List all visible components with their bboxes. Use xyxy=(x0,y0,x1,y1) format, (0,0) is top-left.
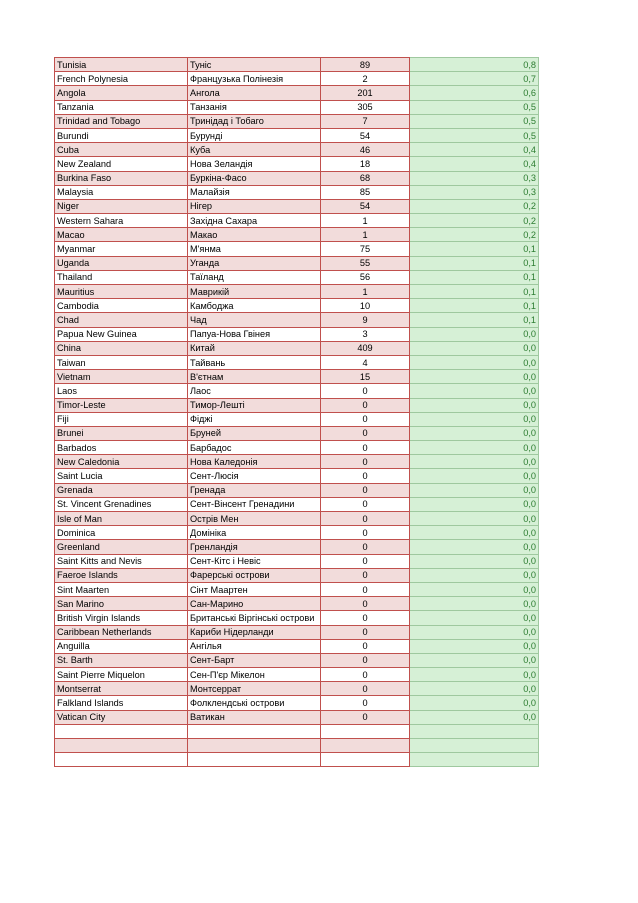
country-name-ua[interactable]: Чад xyxy=(188,313,321,327)
country-name-ua[interactable]: Бруней xyxy=(188,426,321,440)
count-cell[interactable] xyxy=(321,753,410,767)
value-cell[interactable]: 0,1 xyxy=(410,242,539,256)
count-cell[interactable]: 0 xyxy=(321,526,410,540)
country-name-en[interactable]: Anguilla xyxy=(55,639,188,653)
country-name-ua[interactable] xyxy=(188,739,321,753)
value-cell[interactable]: 0,0 xyxy=(410,668,539,682)
count-cell[interactable]: 18 xyxy=(321,157,410,171)
country-name-en[interactable]: Greenland xyxy=(55,540,188,554)
table-row xyxy=(55,199,539,213)
count-cell[interactable]: 0 xyxy=(321,426,410,440)
country-name-ua[interactable]: Лаос xyxy=(188,384,321,398)
country-name-en[interactable] xyxy=(55,739,188,753)
country-name-ua[interactable]: Сент-Барт xyxy=(188,653,321,667)
country-name-en[interactable]: Tanzania xyxy=(55,100,188,114)
table-row xyxy=(55,441,539,455)
table-row xyxy=(55,355,539,369)
country-name-ua[interactable]: Маврикій xyxy=(188,285,321,299)
country-name-ua[interactable]: Нова Каледонія xyxy=(188,455,321,469)
count-cell[interactable]: 0 xyxy=(321,710,410,724)
value-cell[interactable]: 0,0 xyxy=(410,625,539,639)
value-cell[interactable]: 0,1 xyxy=(410,285,539,299)
count-cell[interactable]: 10 xyxy=(321,299,410,313)
country-name-en[interactable]: Western Sahara xyxy=(55,214,188,228)
count-cell[interactable]: 1 xyxy=(321,228,410,242)
value-cell[interactable]: 0,1 xyxy=(410,270,539,284)
table-row xyxy=(55,753,539,767)
table-row xyxy=(55,554,539,568)
count-cell[interactable] xyxy=(321,739,410,753)
table-row xyxy=(55,639,539,653)
value-cell[interactable]: 0,8 xyxy=(410,58,539,72)
country-name-en[interactable]: New Zealand xyxy=(55,157,188,171)
value-cell[interactable]: 0,2 xyxy=(410,214,539,228)
country-name-ua[interactable]: Сінт Маартен xyxy=(188,582,321,596)
country-name-ua[interactable]: Нігер xyxy=(188,199,321,213)
country-name-en[interactable]: St. Vincent Grenadines xyxy=(55,497,188,511)
count-cell[interactable]: 0 xyxy=(321,611,410,625)
country-name-ua[interactable]: Ватикан xyxy=(188,710,321,724)
count-cell[interactable]: 0 xyxy=(321,512,410,526)
country-name-en[interactable]: Uganda xyxy=(55,256,188,270)
country-name-en[interactable]: Cambodia xyxy=(55,299,188,313)
country-name-ua[interactable] xyxy=(188,753,321,767)
country-name-en[interactable]: Grenada xyxy=(55,483,188,497)
country-name-ua[interactable]: М'янма xyxy=(188,242,321,256)
country-name-ua[interactable]: Уганда xyxy=(188,256,321,270)
value-cell[interactable]: 0,0 xyxy=(410,483,539,497)
country-name-ua[interactable]: Тринідад і Тобаго xyxy=(188,114,321,128)
table-row xyxy=(55,426,539,440)
country-name-en[interactable]: Timor-Leste xyxy=(55,398,188,412)
value-cell[interactable]: 0,0 xyxy=(410,497,539,511)
country-name-en[interactable]: Tunisia xyxy=(55,58,188,72)
table-row xyxy=(55,526,539,540)
country-name-ua[interactable]: Буркіна-Фасо xyxy=(188,171,321,185)
table-row xyxy=(55,143,539,157)
table-row xyxy=(55,412,539,426)
table-row xyxy=(55,341,539,355)
country-name-ua[interactable]: Ангола xyxy=(188,86,321,100)
count-cell[interactable]: 0 xyxy=(321,653,410,667)
table-row xyxy=(55,398,539,412)
country-name-en[interactable]: Trinidad and Tobago xyxy=(55,114,188,128)
value-cell[interactable]: 0,0 xyxy=(410,696,539,710)
count-cell[interactable]: 0 xyxy=(321,682,410,696)
table-row xyxy=(55,653,539,667)
country-name-ua[interactable]: Танзанія xyxy=(188,100,321,114)
country-name-ua[interactable]: Малайзія xyxy=(188,185,321,199)
table-row xyxy=(55,483,539,497)
value-cell[interactable]: 0,5 xyxy=(410,128,539,142)
value-cell[interactable]: 0,0 xyxy=(410,426,539,440)
table-row xyxy=(55,185,539,199)
country-name-ua[interactable]: Фіджі xyxy=(188,412,321,426)
country-name-ua[interactable]: Макао xyxy=(188,228,321,242)
value-cell[interactable] xyxy=(410,724,539,738)
country-name-en[interactable]: Malaysia xyxy=(55,185,188,199)
country-name-ua[interactable]: Монтсеррат xyxy=(188,682,321,696)
count-cell[interactable]: 89 xyxy=(321,58,410,72)
value-cell[interactable]: 0,4 xyxy=(410,143,539,157)
country-name-en[interactable]: Sint Maarten xyxy=(55,582,188,596)
country-name-en[interactable]: Fiji xyxy=(55,412,188,426)
value-cell[interactable]: 0,0 xyxy=(410,540,539,554)
table-row xyxy=(55,582,539,596)
country-name-en[interactable]: Falkland Islands xyxy=(55,696,188,710)
table-row xyxy=(55,568,539,582)
country-name-ua[interactable]: Папуа-Нова Гвінея xyxy=(188,327,321,341)
value-cell[interactable]: 0,0 xyxy=(410,370,539,384)
value-cell[interactable]: 0,5 xyxy=(410,100,539,114)
table-row xyxy=(55,256,539,270)
table-row xyxy=(55,100,539,114)
table-row xyxy=(55,455,539,469)
count-cell[interactable]: 0 xyxy=(321,412,410,426)
country-name-ua[interactable]: Нова Зеландія xyxy=(188,157,321,171)
table-row xyxy=(55,171,539,185)
country-name-ua[interactable]: Західна Сахара xyxy=(188,214,321,228)
table-row xyxy=(55,72,539,86)
country-name-ua[interactable]: Сент-Вінсент Гренадини xyxy=(188,497,321,511)
country-name-en[interactable]: Thailand xyxy=(55,270,188,284)
value-cell[interactable]: 0,0 xyxy=(410,441,539,455)
value-cell[interactable]: 0,0 xyxy=(410,327,539,341)
country-name-en[interactable]: Mauritius xyxy=(55,285,188,299)
value-cell[interactable]: 0,1 xyxy=(410,299,539,313)
country-name-ua[interactable]: Гренландія xyxy=(188,540,321,554)
value-cell[interactable]: 0,5 xyxy=(410,114,539,128)
table-row xyxy=(55,114,539,128)
country-name-en[interactable]: Saint Kitts and Nevis xyxy=(55,554,188,568)
country-name-en[interactable] xyxy=(55,724,188,738)
country-name-en[interactable]: Saint Lucia xyxy=(55,469,188,483)
table-row xyxy=(55,696,539,710)
table-row xyxy=(55,285,539,299)
count-cell[interactable]: 0 xyxy=(321,455,410,469)
country-name-en[interactable]: Macao xyxy=(55,228,188,242)
table-row xyxy=(55,469,539,483)
country-name-en[interactable]: Saint Pierre Miquelon xyxy=(55,668,188,682)
value-cell[interactable]: 0,6 xyxy=(410,86,539,100)
country-name-en[interactable]: French Polynesia xyxy=(55,72,188,86)
count-cell[interactable]: 3 xyxy=(321,327,410,341)
value-cell[interactable]: 0,1 xyxy=(410,313,539,327)
count-cell[interactable]: 56 xyxy=(321,270,410,284)
country-name-ua[interactable]: Острів Мен xyxy=(188,512,321,526)
count-cell[interactable]: 54 xyxy=(321,128,410,142)
count-cell[interactable]: 0 xyxy=(321,668,410,682)
country-name-ua[interactable]: В'єтнам xyxy=(188,370,321,384)
count-cell[interactable]: 7 xyxy=(321,114,410,128)
table-row xyxy=(55,128,539,142)
value-cell[interactable]: 0,0 xyxy=(410,384,539,398)
value-cell[interactable]: 0,0 xyxy=(410,355,539,369)
value-cell[interactable]: 0,2 xyxy=(410,199,539,213)
table-row xyxy=(55,370,539,384)
count-cell[interactable]: 0 xyxy=(321,597,410,611)
value-cell[interactable]: 0,0 xyxy=(410,412,539,426)
country-name-ua[interactable]: Туніс xyxy=(188,58,321,72)
country-name-en[interactable]: Faeroe Islands xyxy=(55,568,188,582)
table-row xyxy=(55,597,539,611)
value-cell[interactable]: 0,0 xyxy=(410,568,539,582)
country-name-en[interactable]: Papua New Guinea xyxy=(55,327,188,341)
country-name-en[interactable]: Taiwan xyxy=(55,355,188,369)
country-name-ua[interactable]: Французька Полінезія xyxy=(188,72,321,86)
country-name-ua[interactable]: Домініка xyxy=(188,526,321,540)
count-cell[interactable] xyxy=(321,724,410,738)
value-cell[interactable]: 0,0 xyxy=(410,526,539,540)
table-row xyxy=(55,739,539,753)
country-name-ua[interactable]: Сент-Кітс і Невіс xyxy=(188,554,321,568)
value-cell[interactable] xyxy=(410,753,539,767)
country-name-ua[interactable]: Фолклендські острови xyxy=(188,696,321,710)
table-row xyxy=(55,86,539,100)
count-cell[interactable]: 55 xyxy=(321,256,410,270)
count-cell[interactable]: 46 xyxy=(321,143,410,157)
count-cell[interactable]: 0 xyxy=(321,469,410,483)
table-row xyxy=(55,497,539,511)
country-name-en[interactable]: Myanmar xyxy=(55,242,188,256)
country-name-ua[interactable]: Тимор-Лешті xyxy=(188,398,321,412)
count-cell[interactable]: 0 xyxy=(321,384,410,398)
table-row xyxy=(55,682,539,696)
count-cell[interactable]: 0 xyxy=(321,441,410,455)
country-name-ua[interactable]: Куба xyxy=(188,143,321,157)
count-cell[interactable]: 0 xyxy=(321,625,410,639)
value-cell[interactable]: 0,7 xyxy=(410,72,539,86)
country-name-en[interactable]: Niger xyxy=(55,199,188,213)
table-row xyxy=(55,625,539,639)
table-row xyxy=(55,228,539,242)
table-row xyxy=(55,270,539,284)
value-cell[interactable]: 0,0 xyxy=(410,611,539,625)
count-cell[interactable]: 1 xyxy=(321,214,410,228)
country-name-en[interactable]: New Caledonia xyxy=(55,455,188,469)
country-name-ua[interactable]: Китай xyxy=(188,341,321,355)
value-cell[interactable]: 0,0 xyxy=(410,398,539,412)
country-name-en[interactable]: China xyxy=(55,341,188,355)
table-row xyxy=(55,313,539,327)
table-row xyxy=(55,157,539,171)
country-name-ua[interactable]: Британські Віргінські острови xyxy=(188,611,321,625)
value-cell[interactable]: 0,0 xyxy=(410,341,539,355)
country-name-en[interactable]: Burkina Faso xyxy=(55,171,188,185)
country-name-en[interactable]: Dominica xyxy=(55,526,188,540)
table-row xyxy=(55,214,539,228)
country-name-en[interactable] xyxy=(55,753,188,767)
count-cell[interactable]: 0 xyxy=(321,554,410,568)
value-cell[interactable]: 0,0 xyxy=(410,639,539,653)
count-cell[interactable]: 201 xyxy=(321,86,410,100)
count-cell[interactable]: 0 xyxy=(321,639,410,653)
count-cell[interactable]: 0 xyxy=(321,398,410,412)
table-row xyxy=(55,668,539,682)
country-name-en[interactable]: Caribbean Netherlands xyxy=(55,625,188,639)
count-cell[interactable]: 2 xyxy=(321,72,410,86)
value-cell[interactable]: 0,0 xyxy=(410,512,539,526)
count-cell[interactable]: 0 xyxy=(321,497,410,511)
country-name-en[interactable]: Isle of Man xyxy=(55,512,188,526)
country-name-en[interactable]: St. Barth xyxy=(55,653,188,667)
country-name-ua[interactable]: Гренада xyxy=(188,483,321,497)
value-cell[interactable] xyxy=(410,739,539,753)
country-name-en[interactable]: Brunei xyxy=(55,426,188,440)
country-name-ua[interactable] xyxy=(188,724,321,738)
country-name-ua[interactable]: Сент-Люсія xyxy=(188,469,321,483)
country-name-ua[interactable]: Фарерські острови xyxy=(188,568,321,582)
table-row xyxy=(55,58,539,72)
count-cell[interactable]: 0 xyxy=(321,582,410,596)
count-cell[interactable]: 85 xyxy=(321,185,410,199)
country-name-en[interactable]: Burundi xyxy=(55,128,188,142)
country-name-ua[interactable]: Тайвань xyxy=(188,355,321,369)
table-row xyxy=(55,724,539,738)
value-cell[interactable]: 0,0 xyxy=(410,554,539,568)
value-cell[interactable]: 0,0 xyxy=(410,597,539,611)
country-name-en[interactable]: Cuba xyxy=(55,143,188,157)
count-cell[interactable]: 9 xyxy=(321,313,410,327)
country-name-ua[interactable]: Кариби Нідерланди xyxy=(188,625,321,639)
country-name-en[interactable]: Laos xyxy=(55,384,188,398)
country-name-ua[interactable]: Камбоджа xyxy=(188,299,321,313)
value-cell[interactable]: 0,4 xyxy=(410,157,539,171)
count-cell[interactable]: 4 xyxy=(321,355,410,369)
table-row xyxy=(55,710,539,724)
country-name-en[interactable]: Vatican City xyxy=(55,710,188,724)
country-name-en[interactable]: British Virgin Islands xyxy=(55,611,188,625)
value-cell[interactable]: 0,2 xyxy=(410,228,539,242)
value-cell[interactable]: 0,0 xyxy=(410,582,539,596)
country-name-ua[interactable]: Бурунді xyxy=(188,128,321,142)
value-cell[interactable]: 0,1 xyxy=(410,256,539,270)
country-name-ua[interactable]: Сан-Марино xyxy=(188,597,321,611)
value-cell[interactable]: 0,0 xyxy=(410,682,539,696)
table-row xyxy=(55,512,539,526)
country-name-en[interactable]: Montserrat xyxy=(55,682,188,696)
table-row xyxy=(55,540,539,554)
country-name-ua[interactable]: Барбадос xyxy=(188,441,321,455)
country-name-ua[interactable]: Ангілья xyxy=(188,639,321,653)
country-name-en[interactable]: San Marino xyxy=(55,597,188,611)
value-cell[interactable]: 0,0 xyxy=(410,653,539,667)
count-cell[interactable]: 0 xyxy=(321,483,410,497)
country-name-en[interactable]: Angola xyxy=(55,86,188,100)
table-row xyxy=(55,242,539,256)
value-cell[interactable]: 0,0 xyxy=(410,710,539,724)
count-cell[interactable]: 54 xyxy=(321,199,410,213)
count-cell[interactable]: 75 xyxy=(321,242,410,256)
country-name-en[interactable]: Barbados xyxy=(55,441,188,455)
country-name-ua[interactable]: Таїланд xyxy=(188,270,321,284)
count-cell[interactable]: 305 xyxy=(321,100,410,114)
count-cell[interactable]: 1 xyxy=(321,285,410,299)
table-row xyxy=(55,299,539,313)
country-name-ua[interactable]: Сен-П'єр Мікелон xyxy=(188,668,321,682)
count-cell[interactable]: 0 xyxy=(321,540,410,554)
table-row xyxy=(55,611,539,625)
country-name-en[interactable]: Chad xyxy=(55,313,188,327)
table-body xyxy=(55,58,539,767)
country-table xyxy=(54,57,539,767)
count-cell[interactable]: 0 xyxy=(321,568,410,582)
table-row xyxy=(55,327,539,341)
country-name-en[interactable]: Vietnam xyxy=(55,370,188,384)
count-cell[interactable]: 15 xyxy=(321,370,410,384)
count-cell[interactable]: 0 xyxy=(321,696,410,710)
value-cell[interactable]: 0,3 xyxy=(410,185,539,199)
count-cell[interactable]: 409 xyxy=(321,341,410,355)
count-cell[interactable]: 68 xyxy=(321,171,410,185)
value-cell[interactable]: 0,0 xyxy=(410,469,539,483)
table-row xyxy=(55,384,539,398)
value-cell[interactable]: 0,0 xyxy=(410,455,539,469)
value-cell[interactable]: 0,3 xyxy=(410,171,539,185)
